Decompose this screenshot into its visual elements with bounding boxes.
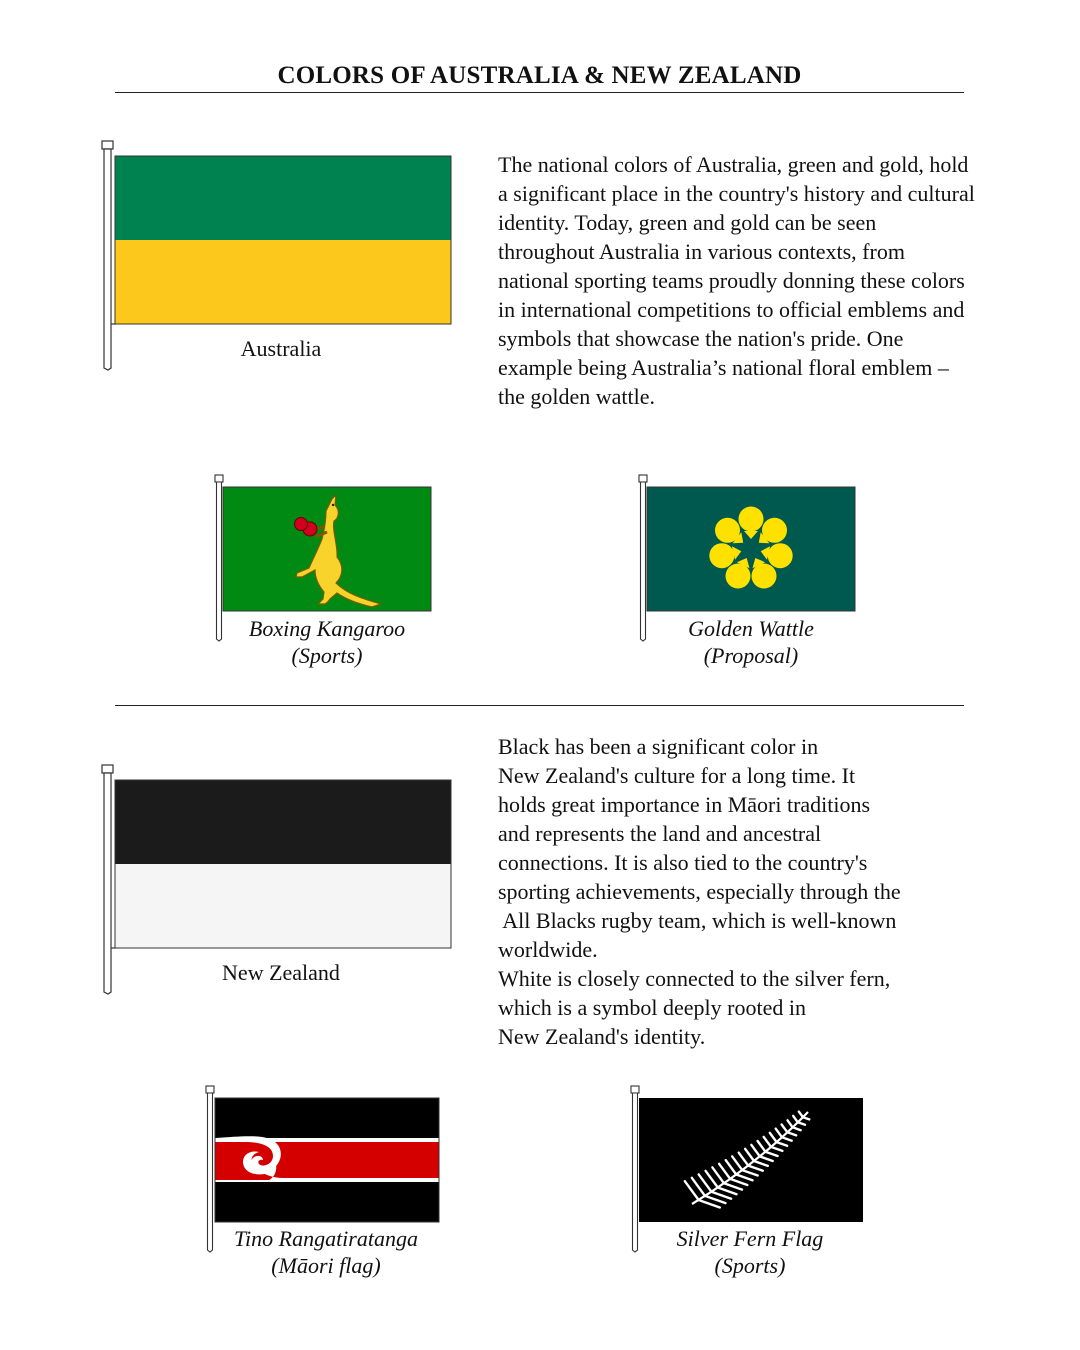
australia-description xyxy=(498,150,978,411)
new-zealand-caption: New Zealand xyxy=(222,960,340,985)
nz-desc-line-10: New Zealand's identity. xyxy=(498,1024,706,1049)
silver-fern-note: (Sports) xyxy=(714,1253,786,1278)
flagpole-icon xyxy=(102,765,116,994)
wattle-petal xyxy=(709,543,734,568)
page-title: COLORS OF AUSTRALIA & NEW ZEALAND xyxy=(277,62,802,89)
wattle-petal xyxy=(739,507,764,532)
nz-desc-line-3: and represents the land and ancestral xyxy=(498,821,822,846)
australia-flag-gold-band xyxy=(115,240,451,324)
boxing-kangaroo-note: (Sports) xyxy=(291,643,363,668)
section-divider xyxy=(115,705,964,706)
tino-rangatiratanga-name: Tino Rangatiratanga xyxy=(234,1226,418,1251)
australia-caption: Australia xyxy=(240,336,322,361)
new-zealand-flag-black-band xyxy=(115,780,451,864)
silver-fern-caption xyxy=(629,1225,871,1279)
nz-desc-line-8: White is closely connected to the silver fern, xyxy=(498,966,891,991)
title-divider xyxy=(115,92,964,93)
silver-fern-name: Silver Fern Flag xyxy=(676,1226,824,1251)
tino-rangatiratanga-note: (Māori flag) xyxy=(271,1253,381,1278)
wattle-petal xyxy=(768,543,793,568)
new-zealand-flag-white-band xyxy=(115,864,451,948)
tino-rangatiratanga-caption xyxy=(205,1225,447,1279)
nz-desc-line-9: which is a symbol deeply rooted in xyxy=(498,995,806,1020)
flagpole-icon xyxy=(102,141,116,370)
nz-desc-line-4: connections. It is also tied to the country's xyxy=(498,850,868,875)
australia-flag-green-band xyxy=(115,156,451,240)
nz-desc-line-6: All Blacks rugby team, which is well-known xyxy=(498,908,897,933)
golden-wattle-caption xyxy=(630,615,872,669)
nz-desc-line-2: holds great importance in Māori traditions xyxy=(498,792,871,817)
boxing-kangaroo-caption xyxy=(206,615,448,669)
australia-description-text: The national colors of Australia, green and gold, hold a significant place in the country's history and cultural identity. Today, green and gold can be seen throughout Australia in various contexts, from national sporting teams proudly donning these colors in international competitions to official emblems and symbols that showcase the nation's pride. One example being Australia’s national floral emblem – the golden wattle. xyxy=(498,152,975,409)
nz-desc-line-0: Black has been a significant color in xyxy=(498,734,819,759)
new-zealand-description xyxy=(498,732,978,1051)
wattle-petal xyxy=(752,564,777,589)
golden-wattle-note: (Proposal) xyxy=(703,643,799,668)
wattle-petal xyxy=(726,564,751,589)
boxing-kangaroo-name: Boxing Kangaroo xyxy=(248,616,406,641)
golden-wattle-name: Golden Wattle xyxy=(688,616,814,641)
nz-desc-line-1: New Zealand's culture for a long time. It xyxy=(498,763,856,788)
nz-desc-line-5: sporting achievements, especially through the xyxy=(498,879,901,904)
nz-desc-line-7: worldwide. xyxy=(498,937,598,962)
